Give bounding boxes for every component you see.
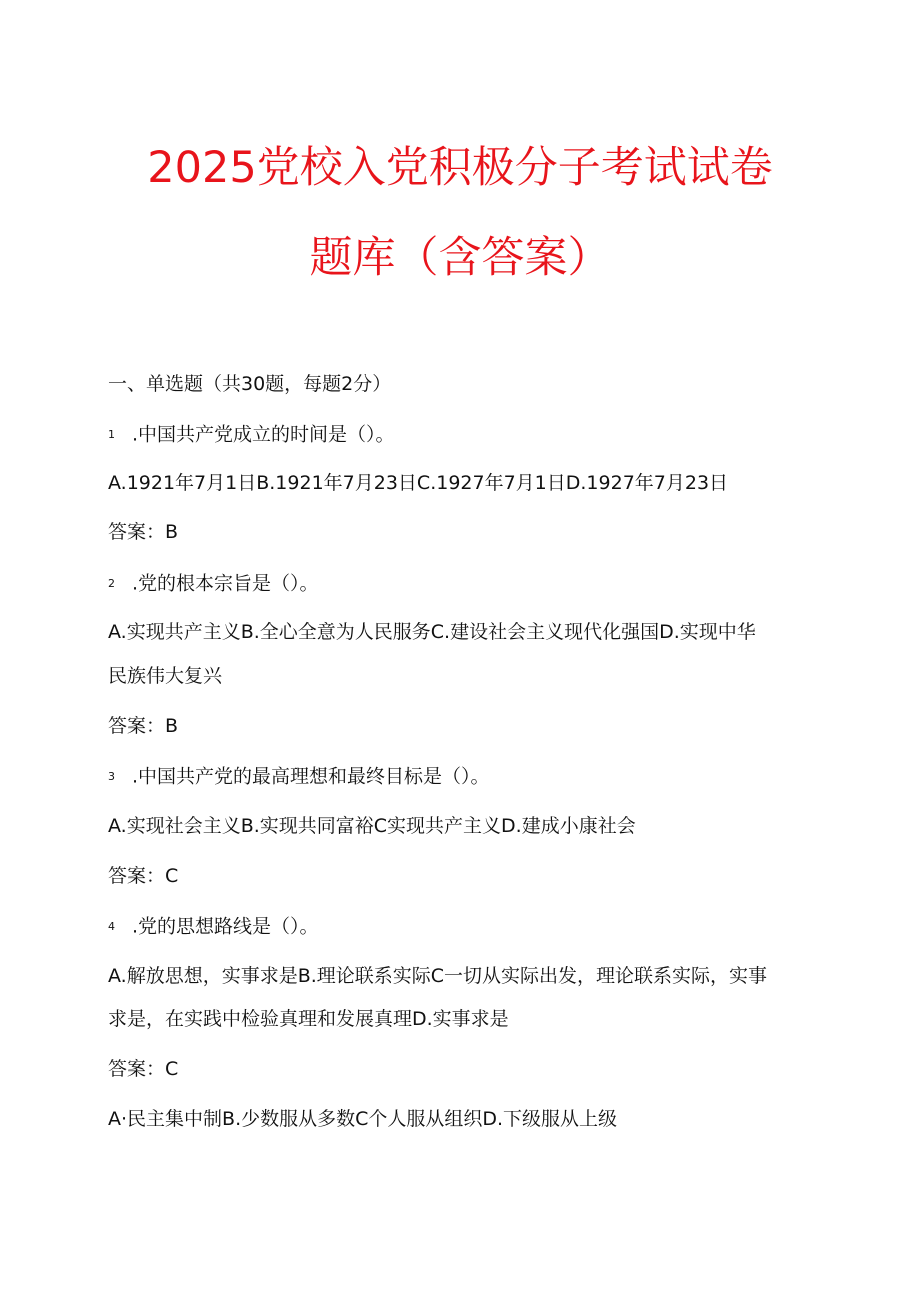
question-number: 4 [108,919,115,933]
question-1-answer: 答案：B [108,521,179,543]
question-3 [108,762,490,791]
document-title-line-2: 题库（含答案） [309,233,611,283]
trailing-options: A·民主集中制B.少数服从多数C个人服从组织D.下级服从上级 [108,1108,618,1130]
question-4-options-line-1: A.解放思想，实事求是B.理论联系实际C一切从实际出发，理论联系实际，实事 [108,965,768,987]
question-2-answer: 答案：B [108,715,179,737]
question-1-options: A.1921年7月1日B.1921年7月23日C.1927年7月1日D.1927年7月23日 [108,472,729,494]
section-heading: 一、单选题（共30题，每题2分） [108,373,392,395]
question-number: 2 [108,576,115,590]
question-text: .中国共产党成立的时间是（）。 [132,423,395,446]
question-3-answer: 答案：C [108,865,179,887]
question-2 [108,569,319,598]
question-text: .党的根本宗旨是（）。 [132,572,319,595]
question-3-options: A.实现社会主义B.实现共同富裕C实现共产主义D.建成小康社会 [108,815,636,837]
question-text: .党的思想路线是（）。 [132,915,319,938]
question-number: 3 [108,769,115,783]
question-1 [108,420,395,449]
question-2-options-line-2: 民族伟大复兴 [108,665,223,687]
question-4 [108,912,319,941]
question-2-options-line-1: A.实现共产主义B.全心全意为人民服务C.建设社会主义现代化强国D.实现中华 [108,621,756,643]
question-number: 1 [108,427,115,441]
question-4-answer: 答案：C [108,1058,179,1080]
question-text: .中国共产党的最高理想和最终目标是（）。 [132,765,490,788]
question-4-options-line-2: 求是，在实践中检验真理和发展真理D.实事求是 [108,1008,509,1030]
document-title-line-1: 2025党校入党积极分子考试试卷 [147,143,773,193]
